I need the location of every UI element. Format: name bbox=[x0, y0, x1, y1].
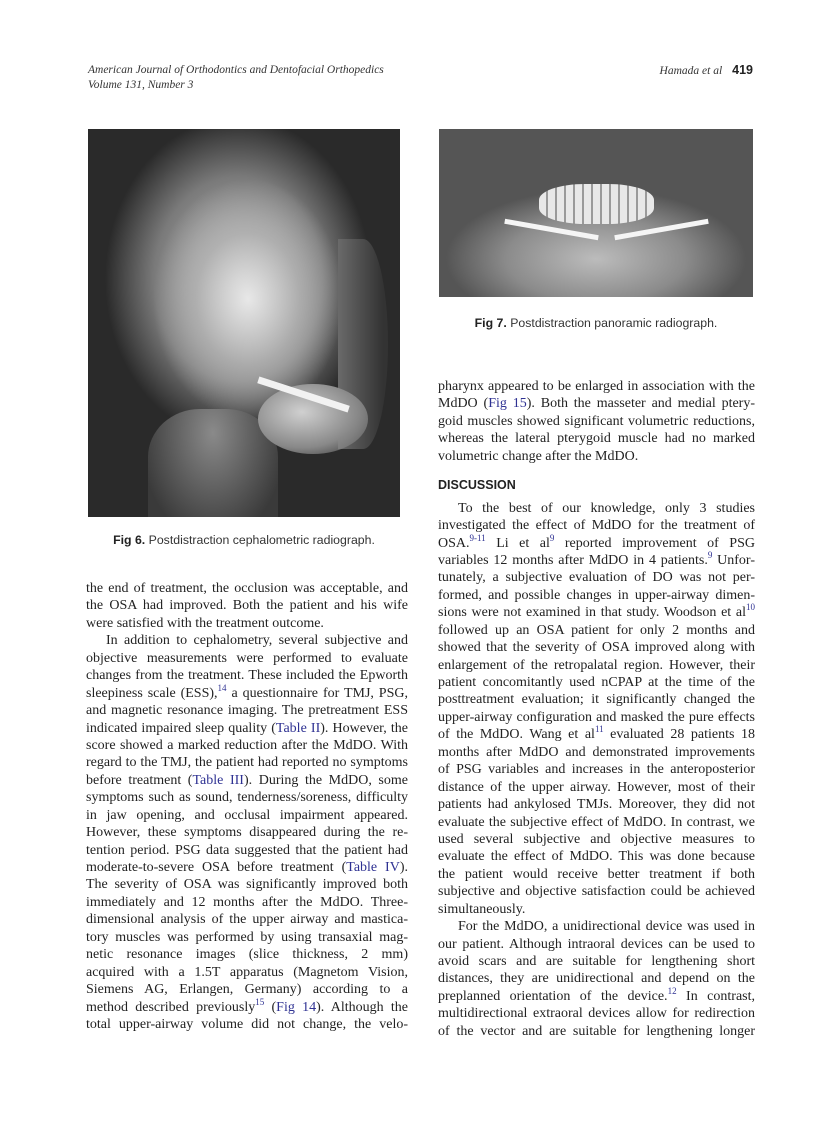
paragraph bbox=[438, 378, 755, 465]
text-line: posttreatment evaluation; it significantly changed the bbox=[438, 692, 755, 708]
text-line: and magnetic resonance imaging. The pretreatment ESS bbox=[86, 703, 408, 719]
text-line: the patient would receive better treatment if both bbox=[438, 866, 755, 882]
cross-reference-link[interactable]: Fig 14 bbox=[276, 999, 317, 1015]
running-authors: Hamada et al bbox=[659, 65, 723, 77]
reference-citation[interactable]: 10 bbox=[746, 602, 755, 613]
fig6-caption-text: Postdistraction cephalometric radiograph. bbox=[148, 533, 375, 547]
cross-reference-link[interactable]: Table III bbox=[192, 772, 244, 788]
text-line: symptoms such as sound, tenderness/soreness, difficulty bbox=[86, 790, 408, 806]
text-line: The severity of OSA was significantly improved both bbox=[86, 877, 408, 893]
paragraph bbox=[86, 632, 408, 1033]
text-line: netic resonance images (slice thickness, 2 mm) bbox=[86, 947, 408, 963]
text-line: enlargement of the retropalatal region. However, their bbox=[438, 657, 755, 673]
text-line: Siemens AG, Erlangen, Germany) according to a bbox=[86, 982, 408, 998]
text-line: evaluate the effect of MdDO. This was done because bbox=[438, 849, 755, 865]
text-line: whereas the lateral pterygoid muscle had no marked bbox=[438, 431, 755, 447]
fig6-caption bbox=[88, 533, 400, 547]
fig6-label: Fig 6. bbox=[113, 533, 146, 547]
text-line: avoid scars and are suitable for lengthening short bbox=[438, 954, 755, 970]
text-line: followed up an OSA patient for only 2 months and bbox=[438, 622, 755, 638]
journal-volume: Volume 131, Number 3 bbox=[88, 79, 194, 91]
text-line: our patient. Although intraoral devices can be used to bbox=[438, 936, 755, 952]
text-line: regard to the TMJ, the patient had reported no symptoms bbox=[86, 755, 408, 771]
text-line: moderate-to-severe OSA before treatment (Table IV). bbox=[86, 860, 409, 875]
radiograph-teeth bbox=[539, 184, 654, 224]
text-line: changes from the treatment. These included the Epworth bbox=[86, 668, 408, 684]
text-line: before treatment (Table III). During the MdDO, some bbox=[86, 772, 408, 788]
text-line: For the MdDO, a unidirectional device was used in bbox=[458, 919, 755, 935]
text-line: immediately and 12 months after the MdDO. Three- bbox=[86, 894, 408, 910]
text-line: objective measurements were performed to evaluate bbox=[86, 650, 408, 666]
left-column-text bbox=[86, 580, 408, 1033]
text-line: multidirectional extraoral devices allow for redirection bbox=[438, 1006, 755, 1022]
fig7-panoramic-radiograph bbox=[439, 129, 753, 297]
text-line: formed, and possible changes in upper-airway dimen- bbox=[438, 587, 755, 603]
text-line: tunately, a subjective evaluation of DO was not per- bbox=[438, 570, 755, 586]
fig6-cephalometric-radiograph bbox=[88, 129, 400, 517]
text-line: sleepiness scale (ESS),$^{14}$ a questionnaire for TMJ, PSG, bbox=[86, 682, 408, 701]
text-line: preplanned orientation of the device.$^{12}$ In contrast, bbox=[438, 985, 756, 1004]
text-line: sions were not examined in that study. Woodson et $al^{10}$ bbox=[438, 602, 755, 621]
text-line: investigated the effect of MdDO for the treatment of bbox=[438, 518, 755, 534]
text-line: of PSG variables and increases in the anteroposterior bbox=[438, 762, 755, 778]
fig7-label: Fig 7. bbox=[474, 316, 507, 330]
text-line: MdDO (Fig 15). Both the masseter and medial ptery- bbox=[438, 396, 755, 412]
text-line: total upper-airway volume did not change, the velo- bbox=[86, 1016, 408, 1032]
reference-citation[interactable]: 9 bbox=[707, 549, 713, 560]
journal-title: American Journal of Orthodontics and Dentofacial Orthopedics bbox=[88, 64, 384, 76]
fig7-caption-text: Postdistraction panoramic radiograph. bbox=[510, 316, 718, 330]
text-line: of the MdDO. Wang et $al^{11}$ evaluated 28 patients 18 bbox=[438, 724, 755, 743]
text-line: dimensional analysis of the upper airway and mastica- bbox=[86, 912, 408, 928]
text-line: in jaw opening, and occlusal impairment appeared. bbox=[86, 807, 408, 823]
cross-reference-link[interactable]: Fig 15 bbox=[488, 396, 527, 412]
running-header-page bbox=[660, 63, 753, 79]
paragraph bbox=[438, 918, 755, 1040]
text-line: indicated impaired sleep quality (Table II). However, the bbox=[86, 720, 408, 736]
text-line: were satisfied with the treatment outcome. bbox=[86, 615, 324, 631]
running-header-journal bbox=[88, 63, 384, 93]
reference-citation[interactable]: 11 bbox=[594, 724, 604, 735]
text-line: tention period. PSG data suggested that the patient had bbox=[86, 842, 408, 858]
text-line: subjective and objective satisfaction could be achieved bbox=[438, 884, 755, 900]
reference-citation[interactable]: 15 bbox=[255, 996, 265, 1007]
text-line: To the best of our knowledge, only 3 studies bbox=[458, 500, 755, 516]
text-line: distance of the upper airway. However, most of their bbox=[438, 779, 755, 795]
text-line: tory muscles was performed by using transaxial mag- bbox=[86, 929, 408, 945]
text-line: In addition to cephalometry, several subjective and bbox=[106, 633, 408, 649]
reference-citation[interactable]: 9-11 bbox=[469, 532, 486, 543]
right-column-text bbox=[438, 378, 755, 1040]
text-line: acquired with a 1.5T apparatus (Magnetom Vision, bbox=[86, 964, 408, 980]
section-heading: DISCUSSION bbox=[438, 478, 516, 493]
text-line: However, these symptoms disappeared during the re- bbox=[86, 825, 408, 841]
text-line: the end of treatment, the occlusion was acceptable, and bbox=[86, 581, 408, 596]
text-line: upper-airway configuration and masked the pure effects bbox=[438, 709, 755, 725]
text-line: pharynx appeared to be enlarged in association with the bbox=[438, 379, 755, 394]
page-number: 419 bbox=[732, 63, 753, 77]
text-line: of the vector and are suitable for lengthening longer bbox=[438, 1023, 755, 1039]
text-line: method described previously$^{15}$ (Fig 14). Although the bbox=[86, 996, 408, 1015]
text-line: patients had ankylosed TMJs. Moreover, they did not bbox=[438, 797, 755, 813]
text-line: months after MdDO and demonstrated improvements bbox=[438, 744, 755, 760]
text-line: volumetric change after the MdDO. bbox=[438, 448, 639, 464]
fig7-caption bbox=[439, 316, 753, 330]
text-line: simultaneously. bbox=[438, 901, 526, 917]
reference-citation[interactable]: 12 bbox=[667, 985, 677, 996]
reference-citation[interactable]: 9 bbox=[549, 532, 555, 543]
text-line: score showed a marked reduction after the MdDO. With bbox=[86, 737, 408, 753]
text-line: evaluate the subjective effect of MdDO. In contrast, we bbox=[438, 814, 755, 830]
cross-reference-link[interactable]: Table II bbox=[275, 720, 321, 736]
text-line: distances, they are unidirectional and depend on the bbox=[438, 971, 755, 987]
paragraph bbox=[438, 500, 755, 919]
cross-reference-link[interactable]: Table IV bbox=[346, 860, 400, 875]
reference-citation[interactable]: 14 bbox=[217, 682, 227, 693]
text-line: showed that the severity of OSA improved along with bbox=[438, 640, 755, 656]
text-line: OSA.$^{9-11}$ Li et $al^9$ reported improvement of PSG bbox=[438, 532, 755, 551]
text-line: used several subjective and objective measures to bbox=[438, 831, 755, 847]
text-line: patient concomitantly used nCPAP at the time of the bbox=[438, 675, 755, 691]
text-line: the OSA had improved. Both the patient and his wife bbox=[86, 598, 408, 614]
text-line: goid muscles showed significant volumetric reductions, bbox=[438, 413, 755, 429]
paragraph bbox=[86, 580, 408, 632]
text-line: variables 12 months after MdDO in 4 patients.$^9$ Unfor- bbox=[438, 549, 755, 568]
